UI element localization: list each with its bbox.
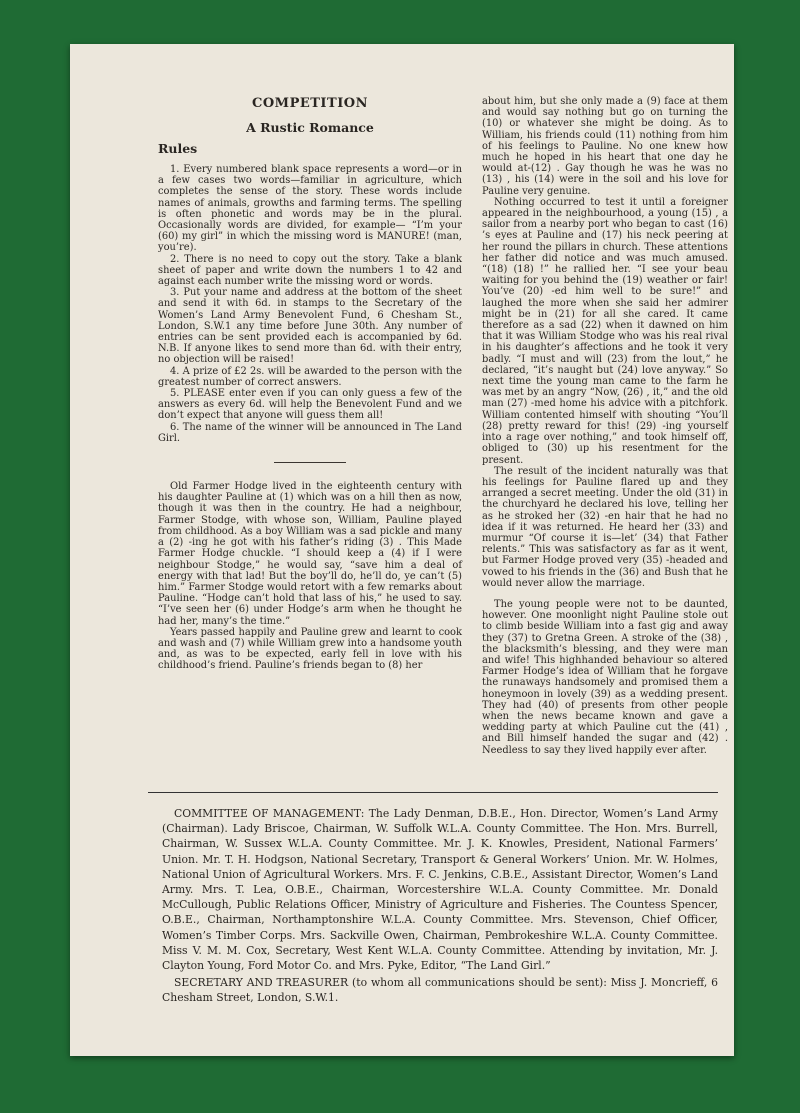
committee-section	[162, 806, 718, 1006]
secretary-and-treasurer: SECRETARY AND TREASURER (to whom all communications should be sent): Miss J. Moncrieff, 6 Chesham Street, London, S.W.1.	[162, 976, 718, 1005]
rule-6: 6. The name of the winner will be announced in The Land Girl.	[158, 421, 462, 444]
competition-subtitle: A Rustic Romance	[246, 120, 374, 135]
rule-4: 4. A prize of £2 2s. will be awarded to the person with the greatest number of correct answers.	[158, 365, 462, 388]
story-paragraph: The result of the incident naturally was that his feelings for Pauline flared up and they arranged a secret meeting. Under the old (31) in the churchyard he declared his love, telling her as he stroked her (32) -en hair that he had no idea if it was returned. He heard her (33) and murmur “Of course it is—let’ (34) that Father relents.” This was satisfactory as far as it went, but Farmer Hodge proved very (35) -headed and vowed to his friends in the (36) and Bush that he would never allow the marriage.	[482, 465, 728, 589]
committee-of-management: COMMITTEE OF MANAGEMENT: The Lady Denman, D.B.E., Hon. Director, Women’s Land Army (Chairman). Lady Briscoe, Chairman, W. Suffolk W.L.A. County Committee. The Hon. Mrs. Burrell, Chairman, W. Sussex W.L.A. County Committee. Mr. J. K. Knowles, President, National Farmers’ Union. Mr. T. H. Hodgson, National Secretary, Transport & General Workers’ Union. Mr. W. Holmes, National Union of Agricultural Workers. Mrs. F. C. Jenkins, C.B.E., Assistant Director, Women’s Land Army. Mrs. T. Lea, O.B.E., Chairman, Worcestershire W.L.A. County Committee. Mr. Donald McCullough, Public Relations Officer, Ministry of Agriculture and Fisheries. The Countess Spencer, O.B.E., Chairman, Northamptonshire W.L.A. County Committee. Mrs. Stevenson, Chief Officer, Women’s Timber Corps. Mrs. Sackville Owen, Chairman, Pembrokeshire W.L.A. County Committee. Miss V. M. M. Cox, Secretary, West Kent W.L.A. County Committee. Attending by invitation, Mr. J. Clayton Young, Ford Motor Co. and Mrs. Pyke, Editor, “The Land Girl.”	[162, 807, 718, 973]
right-column	[482, 96, 728, 756]
story-paragraph: Years passed happily and Pauline grew and learnt to cook and wash and (7) while William grew into a handsome youth and, as was to be expected, early fell in love with his childhood’s friend. Pauline’s friends began to (8) her	[158, 626, 462, 672]
rule-2: 2. There is no need to copy out the story. Take a blank sheet of paper and write down the numbers 1 to 42 and against each number write the missing word or words.	[158, 253, 462, 288]
story-paragraph: The young people were not to be daunted, however. One moonlight night Pauline stole out to climb beside William into a fast gig and away they (37) to Gretna Green. A stroke of the (38) , the blacksmith’s blessing, and they were man and wife! This highhanded behaviour so altered Farmer Hodge’s idea of William that he forgave the runaways handsomely and promised them a honeymoon in lovely (39) as a wedding present. They had (40) of presents from other people when the news became known and gave a wedding party at which Pauline cut the (41) , and Bill himself handed the sugar and (42) . Needless to say they lived happily ever after.	[482, 598, 728, 756]
rule-3: 3. Put your name and address at the bottom of the sheet and send it with 6d. in stamps to the Secretary of the Women’s Land Army Benevolent Fund, 6 Chesham St., London, S.W.1 any time before June 30th. Any number of entries can be sent provided each is accompanied by 6d. N.B. If anyone likes to send more than 6d. with their entry, no objection will be raised!	[158, 287, 462, 366]
left-column	[158, 96, 462, 672]
rules-separator	[274, 462, 346, 463]
rules-heading: Rules	[158, 141, 198, 156]
competition-title: COMPETITION	[252, 96, 368, 111]
story-paragraph: about him, but she only made a (9) face at them and would say nothing but go on turning the (10) or whatever she might be doing. As to William, his friends could (11) nothing from him of his feelings to Pauline. No one knew how much he hoped in his heart that one day he would at-(12) . Gay though he was he was no (13) , his (14) were in the soil and his love for Pauline very genuine.	[482, 96, 728, 197]
rule-1: 1. Every numbered blank space represents a word—or in a few cases two words—familiar in agriculture, which completes the sense of the story. These words include names of animals, growths and farming terms. The spelling is often phonetic and words may be in the plural. Occasionally words are divided, for example— “I’m your (60) my girl” in which the missing word is MANURE! (man, you’re).	[158, 164, 462, 254]
rule-5: 5. PLEASE enter even if you can only guess a few of the answers as every 6d. will help the Benevolent Fund and we don’t expect that anyone will guess them all!	[158, 388, 462, 422]
leaflet-page	[70, 44, 734, 1056]
section-divider	[148, 792, 718, 795]
story-paragraph: Old Farmer Hodge lived in the eighteenth century with his daughter Pauline at (1) which was on a hill then as now, though it was then in the country. He had a neighbour, Farmer Stodge, with whose son, William, Pauline played from childhood. As a boy William was a sad pickle and many a (2) -ing he got with his father’s riding (3) . This Made Farmer Hodge chuckle. “I should keep a (4) if I were neighbour Stodge,” he would say, “save him a deal of energy with that lad! But the boy’ll do, he’ll do, ye can’t (5) him.” Farmer Stodge would retort with a few remarks about Pauline. “Hodge can’t hold that lass of his,” he used to say. “I’ve seen her (6) under Hodge’s arm when he thought he had her, many’s the time.”	[158, 481, 462, 627]
story-paragraph: Nothing occurred to test it until a foreigner appeared in the neighbourhood, a young (15) , a sailor from a nearby port who began to cast (16) ’s eyes at Pauline and (17) his neck peering at her round the pillars in church. These attentions her father did notice and was much amused. “(18) (18) !” he rallied her. “I see your beau waiting for you behind the (19) weather or fair! You’ve (20) -ed him well to be sure!” and laughed the more when she said her admirer might be in (21) for all she cared. It came therefore as a sad (22) when it dawned on him that it was William Stodge who was his real rival in his daughter’s affections and he took it very badly. “I must and will (23) from the lout,” he declared, “it’s naught but (24) love anyway.” So next time the young man came to the farm he was met by an angry “Now, (26) , it,” and the old man (27) -med home his advice with a pitchfork. William contented himself with shouting “You’ll (28) pretty reward for this! (29) -ing yourself into a rage over nothing,” and took himself off, obliged to (30) up his resentment for the present.	[482, 196, 728, 466]
